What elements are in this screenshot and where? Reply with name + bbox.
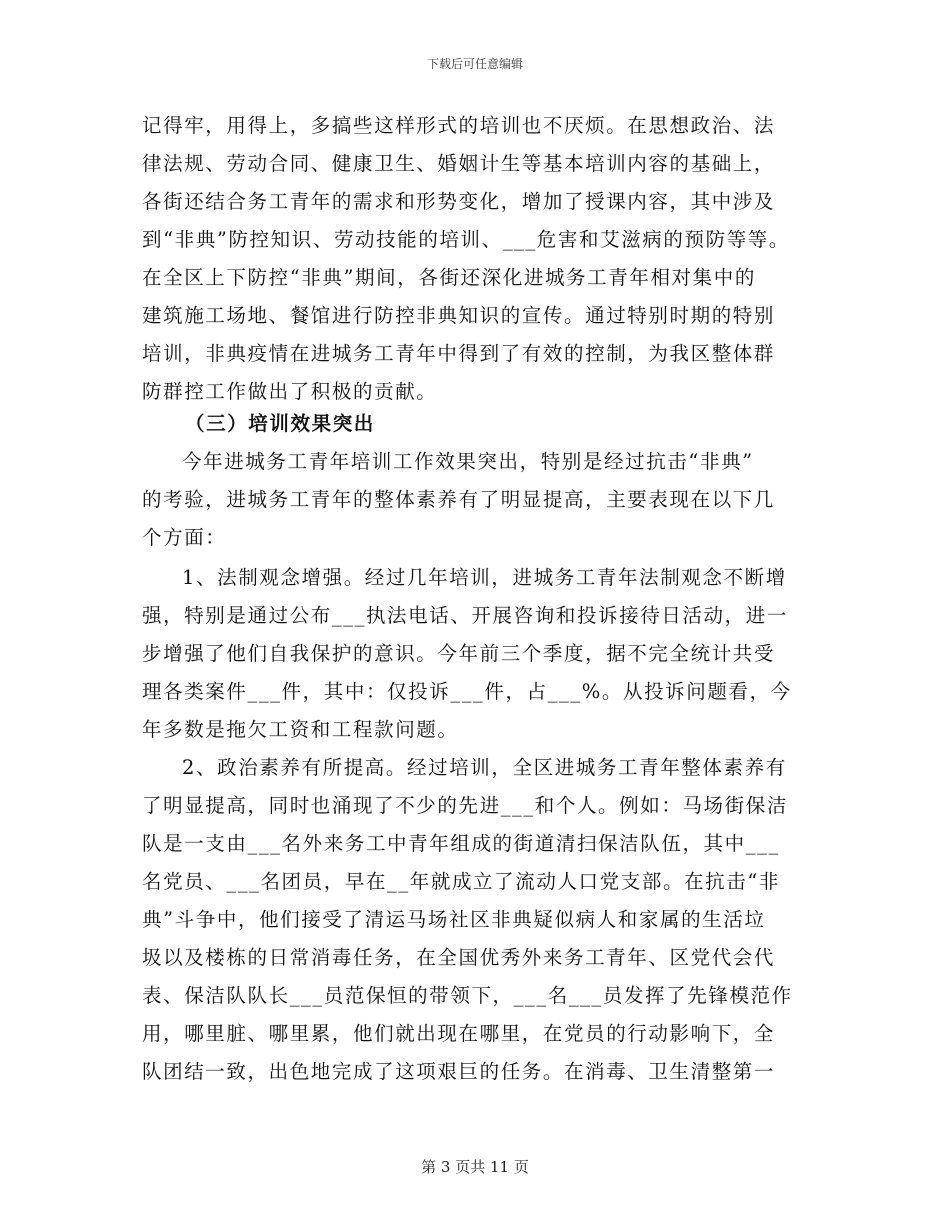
paragraph-4-line-3: 队是一支由___名外来务工中青年组成的街道清扫保洁队伍，其中___ <box>142 832 780 855</box>
paragraph-1-line-5: 在全区上下防控“非典”期间，各街还深化进城务工青年相对集中的 <box>142 266 756 289</box>
paragraph-3-line-4: 理各类案件___件，其中：仅投诉___件，占___%。从投诉问题看，今 <box>142 680 792 703</box>
paragraph-3-line-3: 步增强了他们自我保护的意识。今年前三个季度，据不完全统计共受 <box>142 642 776 665</box>
paragraph-3-line-1: 1、法制观念增强。经过几年培训，进城务工青年法制观念不断增 <box>182 566 787 589</box>
paragraph-4-line-1: 2、政治素养有所提高。经过培训，全区进城务工青年整体素养有 <box>182 756 787 779</box>
paragraph-1-line-6: 建筑施工场地、餐馆进行防控非典知识的宣传。通过特别时期的特别 <box>142 304 776 327</box>
paragraph-4-line-9: 队团结一致，出色地完成了这项艰巨的任务。在消毒、卫生清整第一 <box>142 1060 776 1083</box>
paragraph-4-line-6: 圾以及楼栋的日常消毒任务，在全国优秀外来务工青年、区党代会代 <box>142 946 776 969</box>
paragraph-1-line-4: 到“非典”防控知识、劳动技能的培训、___危害和艾滋病的预防等等。 <box>142 228 790 251</box>
paragraph-4-line-4: 名党员、___名团员，早在__年就成立了流动人口党支部。在抗击“非 <box>142 870 781 893</box>
paragraph-3-line-2: 强，特别是通过公布___执法电话、开展咨询和投诉接待日活动，进一 <box>142 604 788 627</box>
paragraph-1-line-1: 记得牢，用得上，多搞些这样形式的培训也不厌烦。在思想政治、法 <box>142 114 776 137</box>
page-header-note: 下载后可任意编辑 <box>426 57 523 71</box>
paragraph-1-line-8: 防群控工作做出了积极的贡献。 <box>142 380 438 403</box>
section-heading: （三）培训效果突出 <box>185 412 375 435</box>
paragraph-4-line-2: 了明显提高，同时也涌现了不少的先进___和个人。例如：马场街保洁 <box>142 794 788 817</box>
paragraph-4-line-7: 表、保洁队队长___员范保恒的带领下，___名___员发挥了先锋模范作 <box>142 984 793 1007</box>
paragraph-2-line-3: 个方面： <box>142 526 227 549</box>
paragraph-2-line-1: 今年进城务工青年培训工作效果突出，特别是经过抗击“非典” <box>182 450 754 473</box>
paragraph-3-line-5: 年多数是拖欠工资和工程款问题。 <box>142 718 459 741</box>
paragraph-1-line-3: 各街还结合务工青年的需求和形势变化，增加了授课内容，其中涉及 <box>142 190 776 213</box>
page-number-footer: 第 3 页共 11 页 <box>421 1158 529 1176</box>
paragraph-1-line-7: 培训，非典疫情在进城务工青年中得到了有效的控制，为我区整体群 <box>142 342 776 365</box>
paragraph-4-line-8: 用，哪里脏、哪里累，他们就出现在哪里，在党员的行动影响下，全 <box>142 1022 776 1045</box>
paragraph-4-line-5: 典”斗争中，他们接受了清运马场社区非典疑似病人和家属的生活垃 <box>142 908 766 931</box>
paragraph-2-line-2: 的考验，进城务工青年的整体素养有了明显提高，主要表现在以下几 <box>142 488 776 511</box>
paragraph-1-line-2: 律法规、劳动合同、健康卫生、婚姻计生等基本培训内容的基础上， <box>142 152 776 175</box>
